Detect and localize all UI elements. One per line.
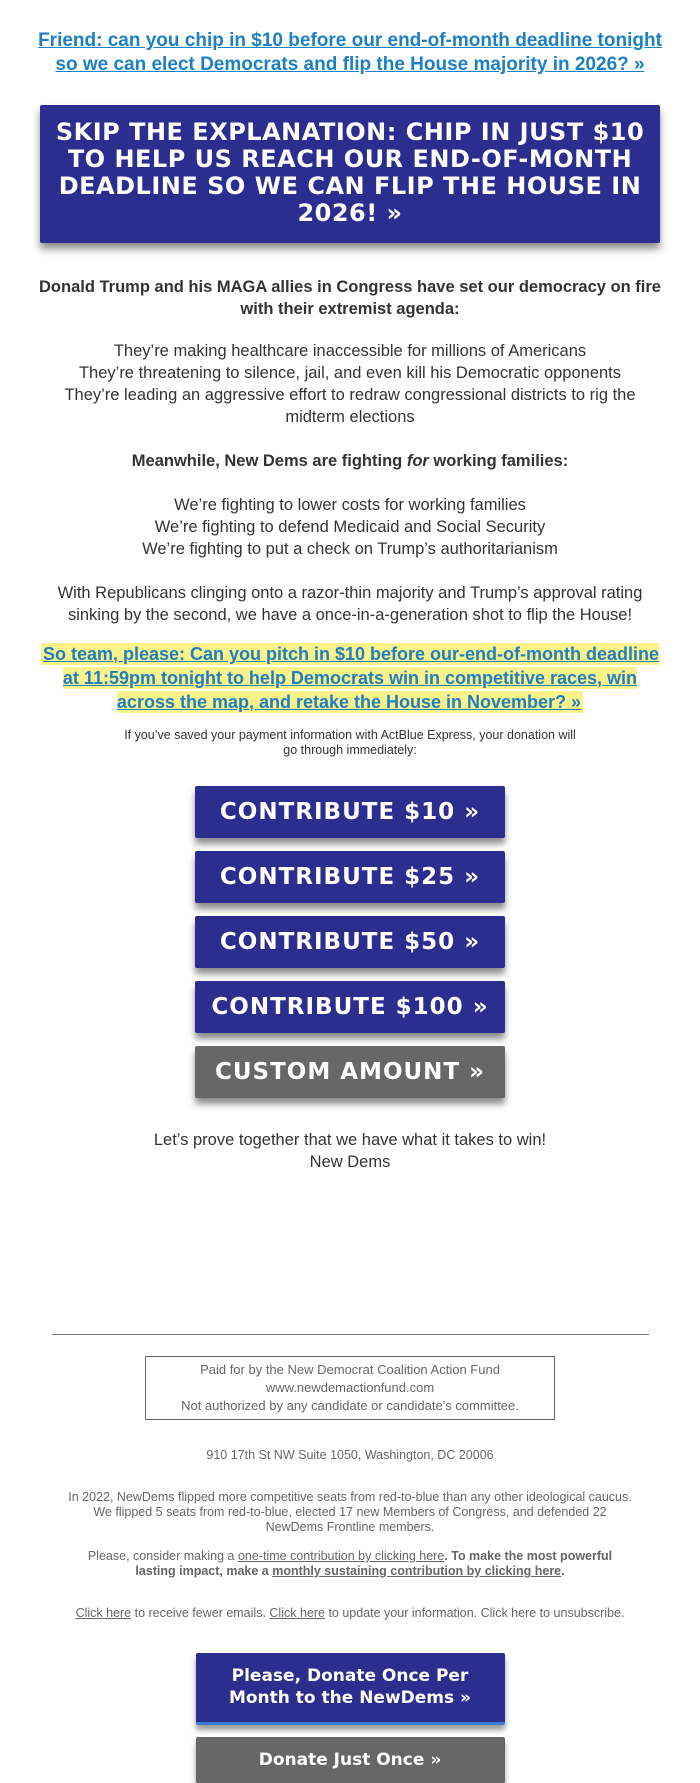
mailing-address: 910 17th St NW Suite 1050, Washington, DC 20006 <box>206 1447 494 1462</box>
disclaimer-line: www.newdemactionfund.com <box>265 1380 435 1395</box>
closing-text: Let’s prove together that we have what it takes to win! <box>153 1131 547 1149</box>
once-donate-button[interactable]: Donate Just Once » <box>196 1737 505 1783</box>
top-cta <box>0 0 700 77</box>
opportunity-text: With Republicans clinging onto a razor-thin majority and Trump’s approval rating sinking by the second, we have a once-in-a-generation shot to flip the House! <box>57 584 643 624</box>
contribute-25-button[interactable]: CONTRIBUTE $25 » <box>195 851 505 903</box>
fight-item: We’re fighting to lower costs for working families <box>174 496 526 514</box>
actblue-express-note: If you’ve saved your payment information with ActBlue Express, your donation will go through immediately: <box>124 728 576 757</box>
ask-donate-link[interactable]: So team, please: Can you pitch in $10 before our-end-of-month deadline at 11:59pm tonight to help Democrats win in competitive races, win across the map, and retake the House in November? » <box>42 644 660 712</box>
record-text: In 2022, NewDems flipped more competitive seats from red-to-blue than any other ideological caucus. We flipped 5 seats from red-to-blue, elected 17 new Members of Congress, and defended 22 NewDems Frontline members. <box>68 1490 632 1534</box>
contribute-50-button[interactable]: CONTRIBUTE $50 » <box>195 916 505 968</box>
amount-buttons <box>0 786 700 1098</box>
contribute-10-button[interactable]: CONTRIBUTE $10 » <box>195 786 505 838</box>
fights-list <box>0 494 700 560</box>
consider-text: Please, consider making a one-time contribution by clicking here. To make the most powerful lasting impact, make a monthly sustaining contribution by clicking here. <box>87 1549 613 1578</box>
top-donate-link[interactable]: Friend: can you chip in $10 before our end-of-month deadline tonight so we can elect Democrats and flip the House majority in 2026? » <box>38 30 662 75</box>
custom-amount-button[interactable]: CUSTOM AMOUNT » <box>195 1046 505 1098</box>
threat-item: They’re leading an aggressive effort to redraw congressional districts to rig the midterm elections <box>64 386 636 426</box>
threat-item: They’re making healthcare inaccessible for millions of Americans <box>113 342 587 360</box>
update-info-link[interactable]: Click here <box>269 1605 325 1620</box>
disclaimer-line: Paid for by the New Democrat Coalition Action Fund <box>200 1362 500 1377</box>
ask-cta <box>40 643 660 715</box>
fight-item: We’re fighting to put a check on Trump’s authoritarianism <box>142 540 558 558</box>
threat-item: They’re threatening to silence, jail, and even kill his Democratic opponents <box>78 364 622 382</box>
paid-for-disclaimer <box>145 1356 555 1420</box>
hero-donate-button[interactable]: SKIP THE EXPLANATION: CHIP IN JUST $10 TO HELP US REACH OUR END-OF-MONTH DEADLINE SO WE CAN FLIP THE HOUSE IN 2026! » <box>40 105 660 243</box>
contribute-100-button[interactable]: CONTRIBUTE $100 » <box>195 981 505 1033</box>
fewer-emails-link[interactable]: Click here <box>75 1605 132 1620</box>
meanwhile-heading: Meanwhile, New Dems are fighting for working families: <box>131 452 569 470</box>
disclaimer-line: Not authorized by any candidate or candidate's committee. <box>181 1398 519 1413</box>
monthly-donate-button[interactable]: Please, Donate Once Per Month to the NewDems » <box>196 1653 505 1725</box>
signature: New Dems <box>309 1153 391 1171</box>
one-time-link[interactable]: one-time contribution by clicking here <box>237 1549 445 1563</box>
threats-list <box>0 340 700 428</box>
email-preferences: Click here to receive fewer emails. Click here to update your information. Click here to unsubscribe. <box>75 1605 625 1620</box>
monthly-link[interactable]: monthly sustaining contribution by clicking here <box>272 1564 562 1578</box>
intro-text: Donald Trump and his MAGA allies in Congress have set our democracy on fire with their extremist agenda: <box>39 278 661 318</box>
fight-item: We’re fighting to defend Medicaid and Social Security <box>154 518 546 536</box>
